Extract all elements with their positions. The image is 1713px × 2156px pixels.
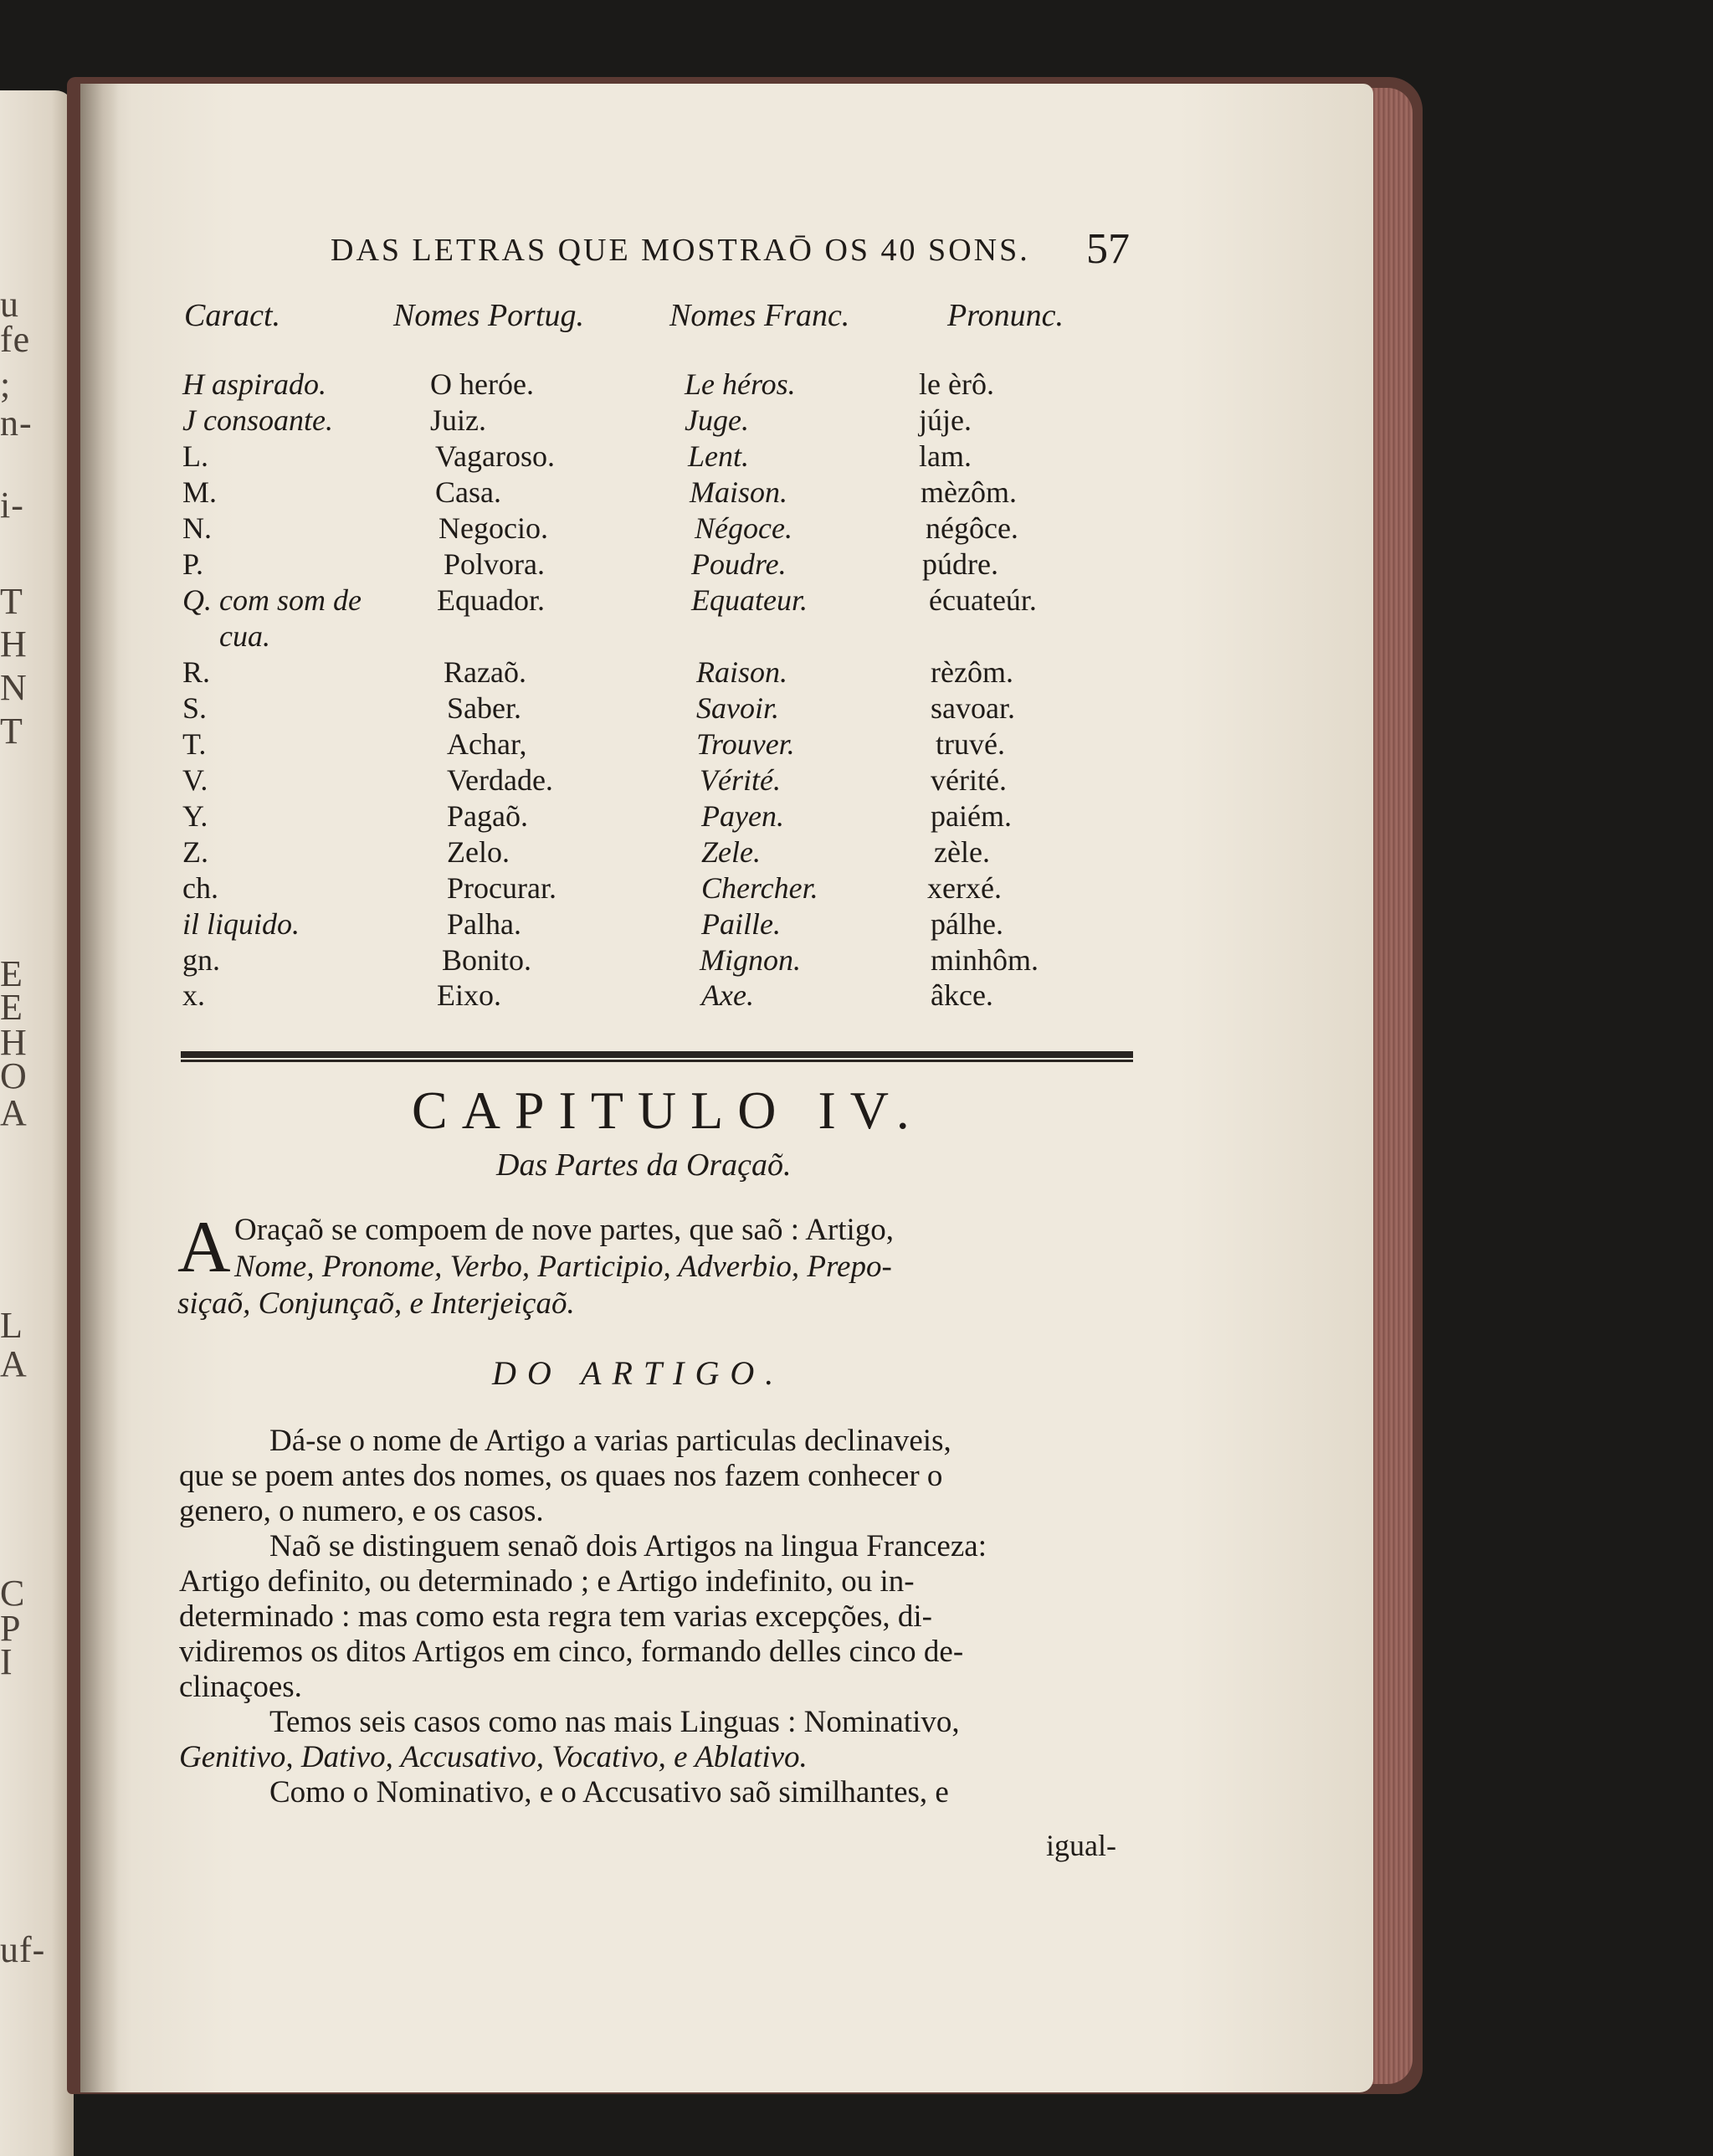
table-cell-caract: V. <box>182 763 208 797</box>
table-cell-caract: S. <box>182 691 208 725</box>
table-cell-franc: Vérité. <box>700 763 781 797</box>
table-cell-caract: H aspirado. <box>182 367 327 401</box>
intro-line: Oraçaõ se compoem de nove partes, que saõ : Artigo, <box>234 1213 895 1247</box>
table-cell-franc: Equateur. <box>691 583 808 617</box>
table-cell-portug: Saber. <box>447 691 521 725</box>
left-fragment-text: I <box>0 1641 13 1682</box>
column-header-franc: Nomes Franc. <box>669 298 850 333</box>
table-cell-portug: Equador. <box>437 583 545 617</box>
table-cell-franc: Zele. <box>701 835 761 869</box>
table-cell-portug: Achar, <box>447 727 527 761</box>
table-cell-portug: Vagaroso. <box>435 439 555 473</box>
table-cell-pronunc: pálhe. <box>931 907 1003 941</box>
table-cell-pronunc: lam. <box>919 439 972 473</box>
table-cell-caract: J consoante. <box>182 403 333 437</box>
table-cell-franc: Le héros. <box>685 367 796 401</box>
chapter-subtitle: Das Partes da Oraçaõ. <box>496 1147 792 1183</box>
table-cell-portug: Polvora. <box>444 547 545 581</box>
table-cell-portug: Verdade. <box>447 763 553 797</box>
table-cell-portug: Procurar. <box>447 871 556 905</box>
table-cell-caract: gn. <box>182 943 220 977</box>
table-cell-franc: Poudre. <box>691 547 787 581</box>
body-line: genero, o numero, e os casos. <box>179 1494 544 1528</box>
left-fragment-text: A <box>0 1343 28 1384</box>
body-line: Artigo definito, ou determinado ; e Artigo indefinito, ou in- <box>179 1564 915 1599</box>
left-fragment-text: n- <box>0 403 33 444</box>
body-line: que se poem antes dos nomes, os quaes nos fazem conhecer o <box>179 1459 943 1493</box>
left-fragment-text: T <box>0 711 23 752</box>
table-cell-pronunc: júje. <box>919 403 972 437</box>
left-page-fragment <box>0 90 74 2156</box>
left-fragment-text: u <box>0 284 19 325</box>
table-cell-franc: Trouver. <box>696 727 795 761</box>
left-fragment-text: T <box>0 581 23 622</box>
table-cell-portug: Negocio. <box>439 511 548 545</box>
page-number: 57 <box>1086 225 1130 273</box>
table-cell-caract: il liquido. <box>182 907 300 941</box>
left-fragment-text: P <box>0 1608 22 1649</box>
table-cell-pronunc: truvé. <box>936 727 1005 761</box>
left-fragment-text: E <box>0 987 23 1028</box>
body-line: Temos seis casos como nas mais Linguas : Nominativo, <box>269 1705 960 1739</box>
column-header-caract: Caract. <box>184 298 281 333</box>
table-cell-pronunc: négôce. <box>926 511 1018 545</box>
table-cell-portug: Razaõ. <box>444 655 526 689</box>
table-cell-portug: O heróe. <box>430 367 534 401</box>
left-fragment-text: uf- <box>0 1929 46 1970</box>
body-line: determinado : mas como esta regra tem varias excepções, di- <box>179 1599 932 1634</box>
table-cell-franc: Raison. <box>696 655 788 689</box>
table-cell-caract: N. <box>182 511 212 545</box>
table-cell-pronunc: zèle. <box>934 835 990 869</box>
table-cell-pronunc: âkce. <box>931 978 993 1012</box>
left-fragment-text: C <box>0 1573 26 1614</box>
table-cell-franc: Chercher. <box>701 871 818 905</box>
table-cell-franc: Mignon. <box>700 943 801 977</box>
table-cell-portug: Casa. <box>435 475 501 509</box>
table-cell-pronunc: minhôm. <box>931 943 1039 977</box>
column-header-pronunc: Pronunc. <box>947 298 1064 333</box>
column-header-portug: Nomes Portug. <box>393 298 584 333</box>
body-line: Naõ se distinguem senaõ dois Artigos na lingua Franceza: <box>269 1529 987 1563</box>
body-line: Como o Nominativo, e o Accusativo saõ similhantes, e <box>269 1775 949 1810</box>
table-cell-caract: R. <box>182 655 211 689</box>
table-cell-franc: Axe. <box>701 978 754 1012</box>
catchword: igual- <box>1046 1829 1116 1862</box>
table-cell-pronunc: púdre. <box>922 547 998 581</box>
table-cell-caract: Y. <box>182 799 208 833</box>
chapter-title: CAPITULO IV. <box>412 1081 924 1140</box>
table-cell-franc: Lent. <box>688 439 750 473</box>
table-cell-pronunc: écuateúr. <box>929 583 1037 617</box>
left-fragment-text: E <box>0 953 23 994</box>
table-cell-franc: Maison. <box>690 475 787 509</box>
table-cell-portug: Zelo. <box>447 835 510 869</box>
table-cell-portug: Pagaõ. <box>447 799 528 833</box>
table-cell-pronunc: le èrô. <box>919 367 994 401</box>
drop-cap: A <box>177 1207 231 1288</box>
body-line: vidiremos os ditos Artigos em cinco, formando delles cinco de- <box>179 1635 964 1669</box>
intro-line: Nome, Pronome, Verbo, Participio, Adverbio, Prepo- <box>234 1250 892 1284</box>
body-line: clinaçoes. <box>179 1670 302 1704</box>
divider-rule-thin <box>181 1060 1133 1062</box>
table-cell-caract: cua. <box>219 619 270 653</box>
left-fragment-text: N <box>0 667 28 708</box>
table-cell-caract: T. <box>182 727 207 761</box>
left-fragment-text: L <box>0 1305 23 1346</box>
table-cell-caract: ch. <box>182 871 218 905</box>
body-line: Dá-se o nome de Artigo a varias particulas declinaveis, <box>269 1424 951 1458</box>
table-cell-pronunc: rèzôm. <box>931 655 1013 689</box>
table-cell-pronunc: savoar. <box>931 691 1015 725</box>
table-cell-caract: x. <box>182 978 205 1012</box>
left-fragment-text: i- <box>0 485 24 526</box>
section-heading: DO ARTIGO. <box>492 1354 785 1392</box>
table-cell-franc: Négoce. <box>695 511 792 545</box>
table-cell-franc: Savoir. <box>696 691 779 725</box>
left-fragment-text: H <box>0 624 28 665</box>
table-cell-pronunc: vérité. <box>931 763 1007 797</box>
table-cell-caract: L. <box>182 439 208 473</box>
table-cell-portug: Palha. <box>447 907 521 941</box>
table-cell-pronunc: xerxé. <box>927 871 1002 905</box>
body-line: Genitivo, Dativo, Accusativo, Vocativo, e Ablativo. <box>179 1740 808 1774</box>
table-cell-franc: Juge. <box>685 403 749 437</box>
table-cell-caract: M. <box>182 475 218 509</box>
table-cell-franc: Paille. <box>701 907 781 941</box>
left-fragment-text: H <box>0 1022 28 1063</box>
left-fragment-text: O <box>0 1055 28 1096</box>
table-cell-portug: Juiz. <box>430 403 486 437</box>
table-cell-caract: P. <box>182 547 204 581</box>
table-cell-franc: Payen. <box>701 799 784 833</box>
table-cell-pronunc: paiém. <box>931 799 1012 833</box>
divider-rule <box>181 1051 1133 1058</box>
table-cell-caract: Q. com som de <box>182 583 362 617</box>
table-cell-portug: Bonito. <box>442 943 532 977</box>
left-fragment-text: A <box>0 1092 28 1133</box>
table-cell-portug: Eixo. <box>437 978 501 1012</box>
running-head: DAS LETRAS QUE MOSTRAŌ OS 40 SONS. <box>331 233 1030 268</box>
page-gutter <box>80 84 119 2092</box>
left-fragment-text: fe <box>0 319 31 360</box>
intro-line: siçaõ, Conjunçaõ, e Interjeiçaõ. <box>177 1286 575 1321</box>
left-fragment-text: ; <box>0 364 12 405</box>
table-cell-caract: Z. <box>182 835 208 869</box>
table-cell-pronunc: mèzôm. <box>921 475 1017 509</box>
